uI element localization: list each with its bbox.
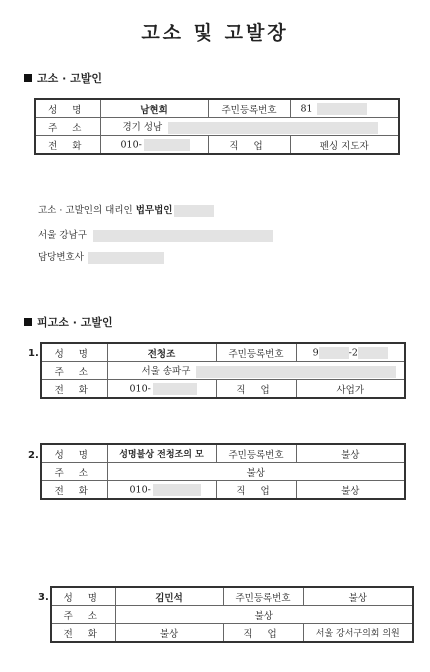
respondent-job: 불상 bbox=[296, 481, 405, 500]
respondent-1-table bbox=[40, 342, 406, 399]
respondent-job: 사업가 bbox=[296, 380, 405, 399]
address-label: 주 소 bbox=[41, 463, 107, 481]
agent-line-1 bbox=[38, 202, 214, 217]
respondent-id-cell bbox=[296, 343, 405, 362]
agent-line-2 bbox=[38, 227, 273, 242]
table-row bbox=[41, 463, 405, 481]
redaction-block bbox=[317, 103, 367, 115]
complainant-table bbox=[34, 98, 400, 155]
respondent-name: 성명불상 전청조의 모 bbox=[107, 444, 216, 463]
respondent-id: 불상 bbox=[303, 587, 413, 606]
square-bullet-icon bbox=[24, 318, 32, 326]
agent-address: 서울 강남구 bbox=[38, 230, 87, 241]
job-label: 직 업 bbox=[223, 624, 303, 643]
table-row bbox=[35, 136, 399, 155]
job-label: 직 업 bbox=[208, 136, 290, 155]
agent-line-3 bbox=[38, 249, 164, 264]
redaction-block bbox=[88, 252, 164, 264]
id-number-label: 주민등록번호 bbox=[216, 444, 296, 463]
id-number-label: 주민등록번호 bbox=[216, 343, 296, 362]
table-row bbox=[41, 481, 405, 500]
section-heading-complainant bbox=[24, 70, 102, 86]
address-label: 주 소 bbox=[35, 118, 100, 136]
redaction-block bbox=[144, 139, 190, 151]
respondent-2-table bbox=[40, 443, 406, 500]
redaction-block bbox=[153, 383, 197, 395]
redaction-block bbox=[153, 484, 201, 496]
name-label: 성 명 bbox=[41, 444, 107, 463]
respondent-id: 불상 bbox=[296, 444, 405, 463]
phone-label: 전 화 bbox=[41, 481, 107, 500]
respondent-phone-cell bbox=[107, 481, 216, 500]
table-row bbox=[41, 343, 405, 362]
respondent-address-cell bbox=[107, 362, 405, 380]
agent-lawyer: 담당변호사 bbox=[38, 252, 84, 263]
table-row bbox=[51, 624, 413, 643]
phone-label: 전 화 bbox=[41, 380, 107, 399]
id-number-label: 주민등록번호 bbox=[223, 587, 303, 606]
agent-firm: 법무법인 bbox=[135, 205, 173, 216]
agent-prefix: 고소 · 고발인의 대리인 bbox=[38, 205, 133, 216]
document-title: 고소 및 고발장 bbox=[141, 22, 289, 44]
respondent-address: 서울 송파구 bbox=[141, 366, 191, 378]
complainant-address: 경기 성남 bbox=[122, 122, 163, 134]
table-row bbox=[51, 587, 413, 606]
redaction-block bbox=[93, 230, 273, 242]
name-label: 성 명 bbox=[51, 587, 115, 606]
table-row bbox=[35, 99, 399, 118]
complainant-job: 펜싱 지도자 bbox=[290, 136, 399, 155]
complainant-name: 남현희 bbox=[100, 99, 208, 118]
section-heading-text: 피고소 · 고발인 bbox=[37, 316, 113, 329]
address-label: 주 소 bbox=[51, 606, 115, 624]
redaction-block bbox=[168, 122, 378, 134]
respondent-phone: 010- bbox=[129, 484, 151, 495]
section-heading-respondents bbox=[24, 314, 113, 330]
redaction-block bbox=[319, 347, 349, 359]
respondent-number: 3. bbox=[38, 592, 49, 603]
respondent-phone: 010- bbox=[129, 383, 151, 394]
respondent-phone-cell bbox=[107, 380, 216, 399]
table-row bbox=[41, 444, 405, 463]
name-label: 성 명 bbox=[41, 343, 107, 362]
complainant-phone: 010- bbox=[120, 139, 142, 150]
complainant-phone-cell bbox=[100, 136, 208, 155]
complainant-id: 81 bbox=[300, 103, 313, 114]
name-label: 성 명 bbox=[35, 99, 100, 118]
respondent-address: 불상 bbox=[115, 606, 413, 624]
table-row bbox=[41, 362, 405, 380]
respondent-id: 9 bbox=[312, 347, 319, 358]
complainant-address-cell bbox=[100, 118, 399, 136]
respondent-number: 1. bbox=[28, 348, 39, 359]
job-label: 직 업 bbox=[216, 481, 296, 500]
redaction-block bbox=[358, 347, 388, 359]
complainant-id-cell bbox=[290, 99, 399, 118]
respondent-name: 전청조 bbox=[107, 343, 216, 362]
redaction-block bbox=[174, 205, 214, 217]
square-bullet-icon bbox=[24, 74, 32, 82]
redaction-block bbox=[196, 366, 396, 378]
phone-label: 전 화 bbox=[35, 136, 100, 155]
respondent-address: 불상 bbox=[107, 463, 405, 481]
job-label: 직 업 bbox=[216, 380, 296, 399]
respondent-name: 김민석 bbox=[115, 587, 223, 606]
address-label: 주 소 bbox=[41, 362, 107, 380]
table-row bbox=[35, 118, 399, 136]
respondent-job: 서울 강서구의회 의원 bbox=[303, 624, 413, 643]
respondent-id-suffix: -2 bbox=[348, 347, 358, 358]
table-row bbox=[51, 606, 413, 624]
respondent-number: 2. bbox=[28, 450, 39, 461]
id-number-label: 주민등록번호 bbox=[208, 99, 290, 118]
respondent-3-table bbox=[50, 586, 414, 643]
section-heading-text: 고소 · 고발인 bbox=[37, 72, 102, 85]
phone-label: 전 화 bbox=[51, 624, 115, 643]
respondent-phone: 불상 bbox=[115, 624, 223, 643]
table-row bbox=[41, 380, 405, 399]
